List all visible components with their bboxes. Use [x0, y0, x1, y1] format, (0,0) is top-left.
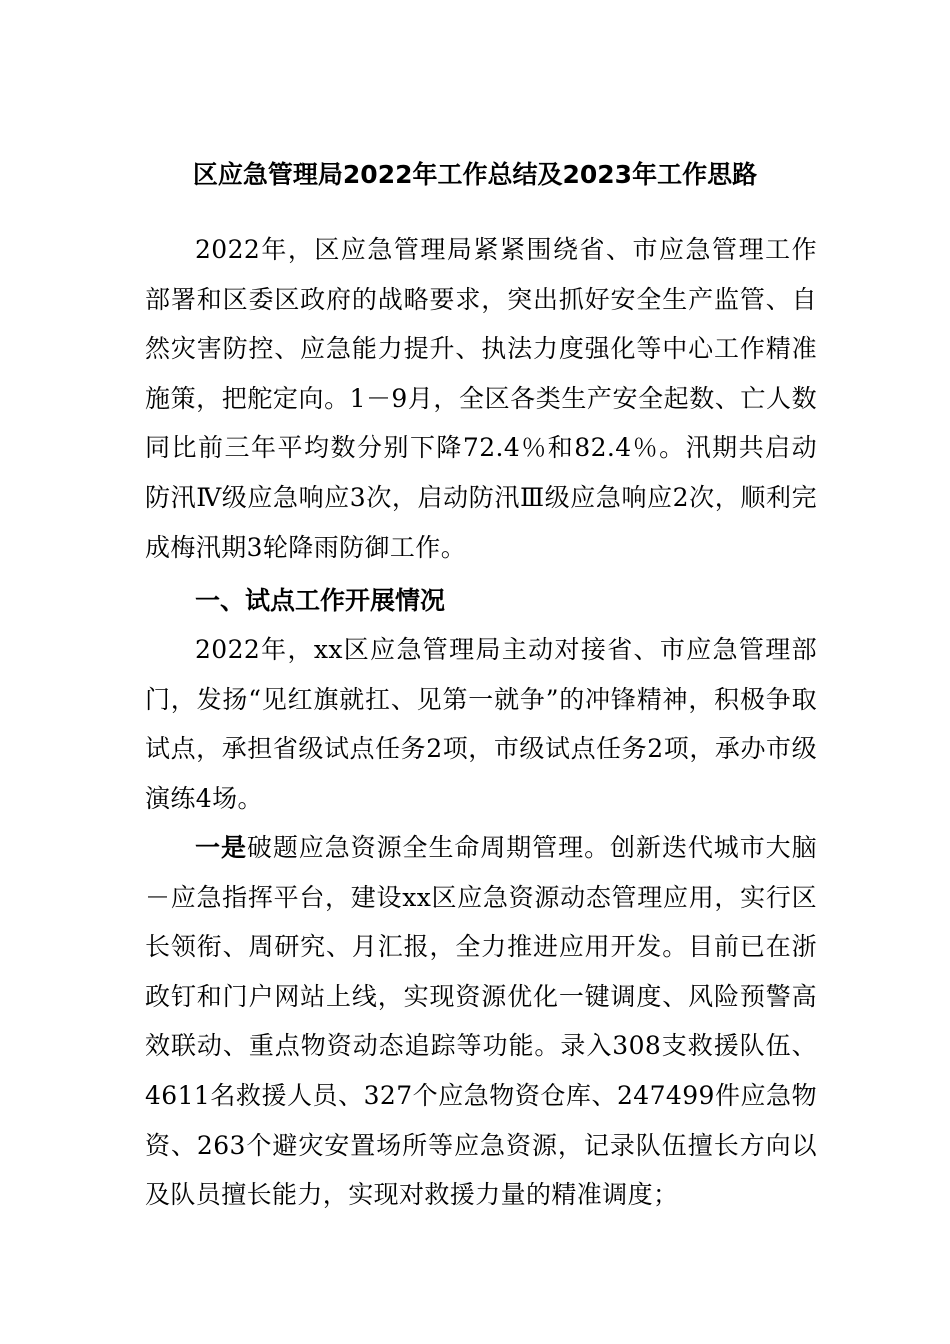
section-heading: 一、试点工作开展情况 [195, 586, 446, 615]
item-text: 破题应急资源全生命周期管理。创新迭代城市大脑－应急指挥平台，建设xx区应急资源动态管理应用，实行区长领衔、周研究、月汇报，全力推进应用开发。目前已在浙政钉和门户网站上线，实现资源优化一键调度、风险预警高效联动、重点物资动态追踪等功能。录入308支救援队伍、4611名救援人员、327个应急物资仓库、247499件应急物资、263个避灾安置场所等应急资源，记录队伍擅长方向以及队员擅长能力，实现对救援力量的精准调度； [145, 833, 817, 1210]
item-lead: 一是 [195, 833, 247, 862]
document-title: 区应急管理局2022年工作总结及2023年工作思路 [192, 160, 758, 189]
intro-paragraph: 2022年，区应急管理局紧紧围绕省、市应急管理工作部署和区委区政府的战略要求，突出抓好安全生产监管、自然灾害防控、应急能力提升、执法力度强化等中心工作精准施策，把舵定向。1－9月，全区各类生产安全起数、亡人数同比前三年平均数分别下降72.4％和82.4％。汛期共启动防汛Ⅳ级应急响应3次，启动防汛Ⅲ级应急响应2次，顺利完成梅汛期3轮降雨防御工作。 [145, 235, 817, 562]
item-paragraph [145, 823, 817, 1220]
section-paragraph: 2022年，xx区应急管理局主动对接省、市应急管理部门，发扬“见红旗就扛、见第一就争”的冲锋精神，积极争取试点，承担省级试点任务2项，市级试点任务2项，承办市级演练4场。 [145, 635, 817, 813]
